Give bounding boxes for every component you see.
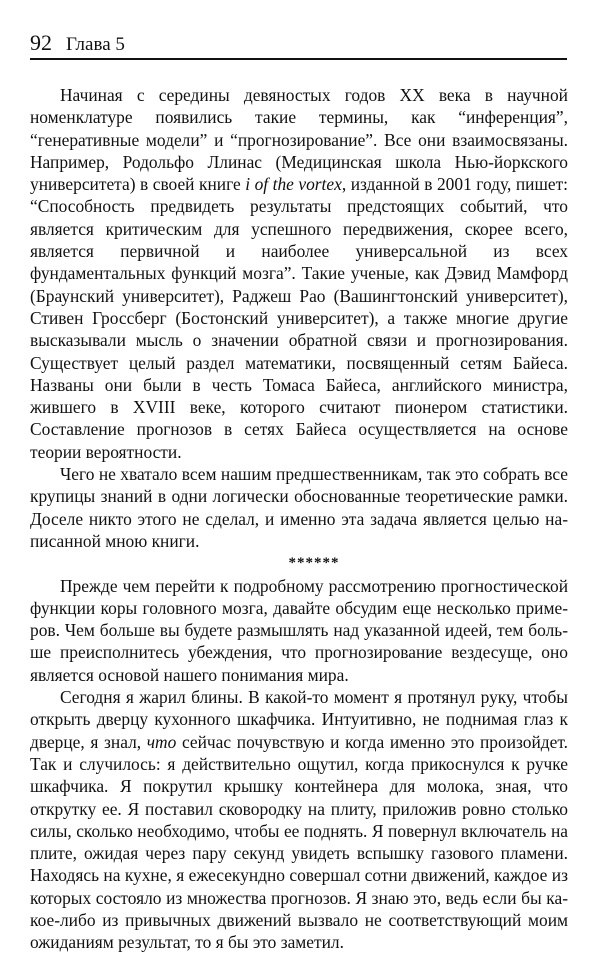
page-body: [30, 84, 568, 954]
paragraph-4: [30, 686, 568, 954]
chapter-title: Глава 5: [66, 34, 125, 55]
page-number: 92: [30, 30, 52, 55]
paragraph-4-text-a: Сегодня я жарил блины. В какой-то момент я протянул руку, чтобы открыть дверцу кухонного шкафчика. Интуитивно, не поднимая глаз к дверце, я знал,: [30, 687, 568, 752]
paragraph-1-text-a: Начиная с середины девяностых годов XX века в научной номенклатуре появились такие термины, как “инференция”, “генеративные модели” и “прогнозирование”. Все они взаимосвязаны. Например, Родольфо Ллинас (Медицинская школа Нью-йоркского университета) в своей книге: [30, 85, 568, 195]
paragraph-2: Чего не хватало всем нашим предшественникам, так это собрать все крупицы знаний в одни логически обоснованные теоретические рамки. Доселе никто этого не сделал, и именно эта задача является целью написанной мною книги.: [30, 464, 568, 551]
paragraph-1-text-b: , изданной в 2001 году, пишет: “Способность предвидеть результаты предстоящих событий, что является критическим для успешного передвижения, скорее всего, является первичной и наиболее универсальной из всех фундаментальных функций мозга”. Такие ученые, как Дэвид Мамфорд (Браунский университет), Раджеш Рао (Вашингтонский университет), Стивен Гроссберг (Бостонский университет), а также многие другие высказывали мысль о значении обратной связи и прогнозирования. Существует целый раздел математики, посвященный сетям Байеса. Названы они были в честь Томаса Байеса, английского министра, жившего в XVIII веке, которого считают пионером статистики. Составление прогнозов в сетях Байеса осуществляется на основе теории вероятности.: [30, 174, 568, 462]
paragraph-4-text-b: сейчас почувствую и когда именно это произойдет. Так и случилось: я действительно ощутил, когда прикоснулся к ручке шкафчика. Я покрутил крышку контейнера для молока, зная, что открутку ее. Я поставил сковородку на плиту, приложив ровно столько силы, сколько необходимо, чтобы ее поднять. Я повернул включатель на плите, ожидая через пару секунд увидеть вспышку газового пламени. Находясь на кухне, я ежесекундно совершал сотни движений, каждое из которых состояло из множества прогнозов. Я знаю это, ведь если бы какое-либо из привычных движений вызвало не соответствующий моим ожиданиям результат, то я бы это заметил.: [30, 731, 568, 953]
paragraph-3: Прежде чем перейти к подробному рассмотрению прогностической функции коры головного мозга, давайте обсудим еще несколько примеров. Чем больше вы будете размышлять над указанной идеей, тем больше преисполнитесь убеждения, что прогнозирование вездесуще, оно является основой нашего понимания мира.: [30, 575, 568, 685]
running-header: [30, 26, 567, 60]
book-title-italic: i of the vortex: [245, 174, 342, 195]
section-separator: ******: [288, 555, 340, 572]
emphasis-italic: что: [146, 731, 177, 752]
paragraph-1: [30, 84, 568, 463]
